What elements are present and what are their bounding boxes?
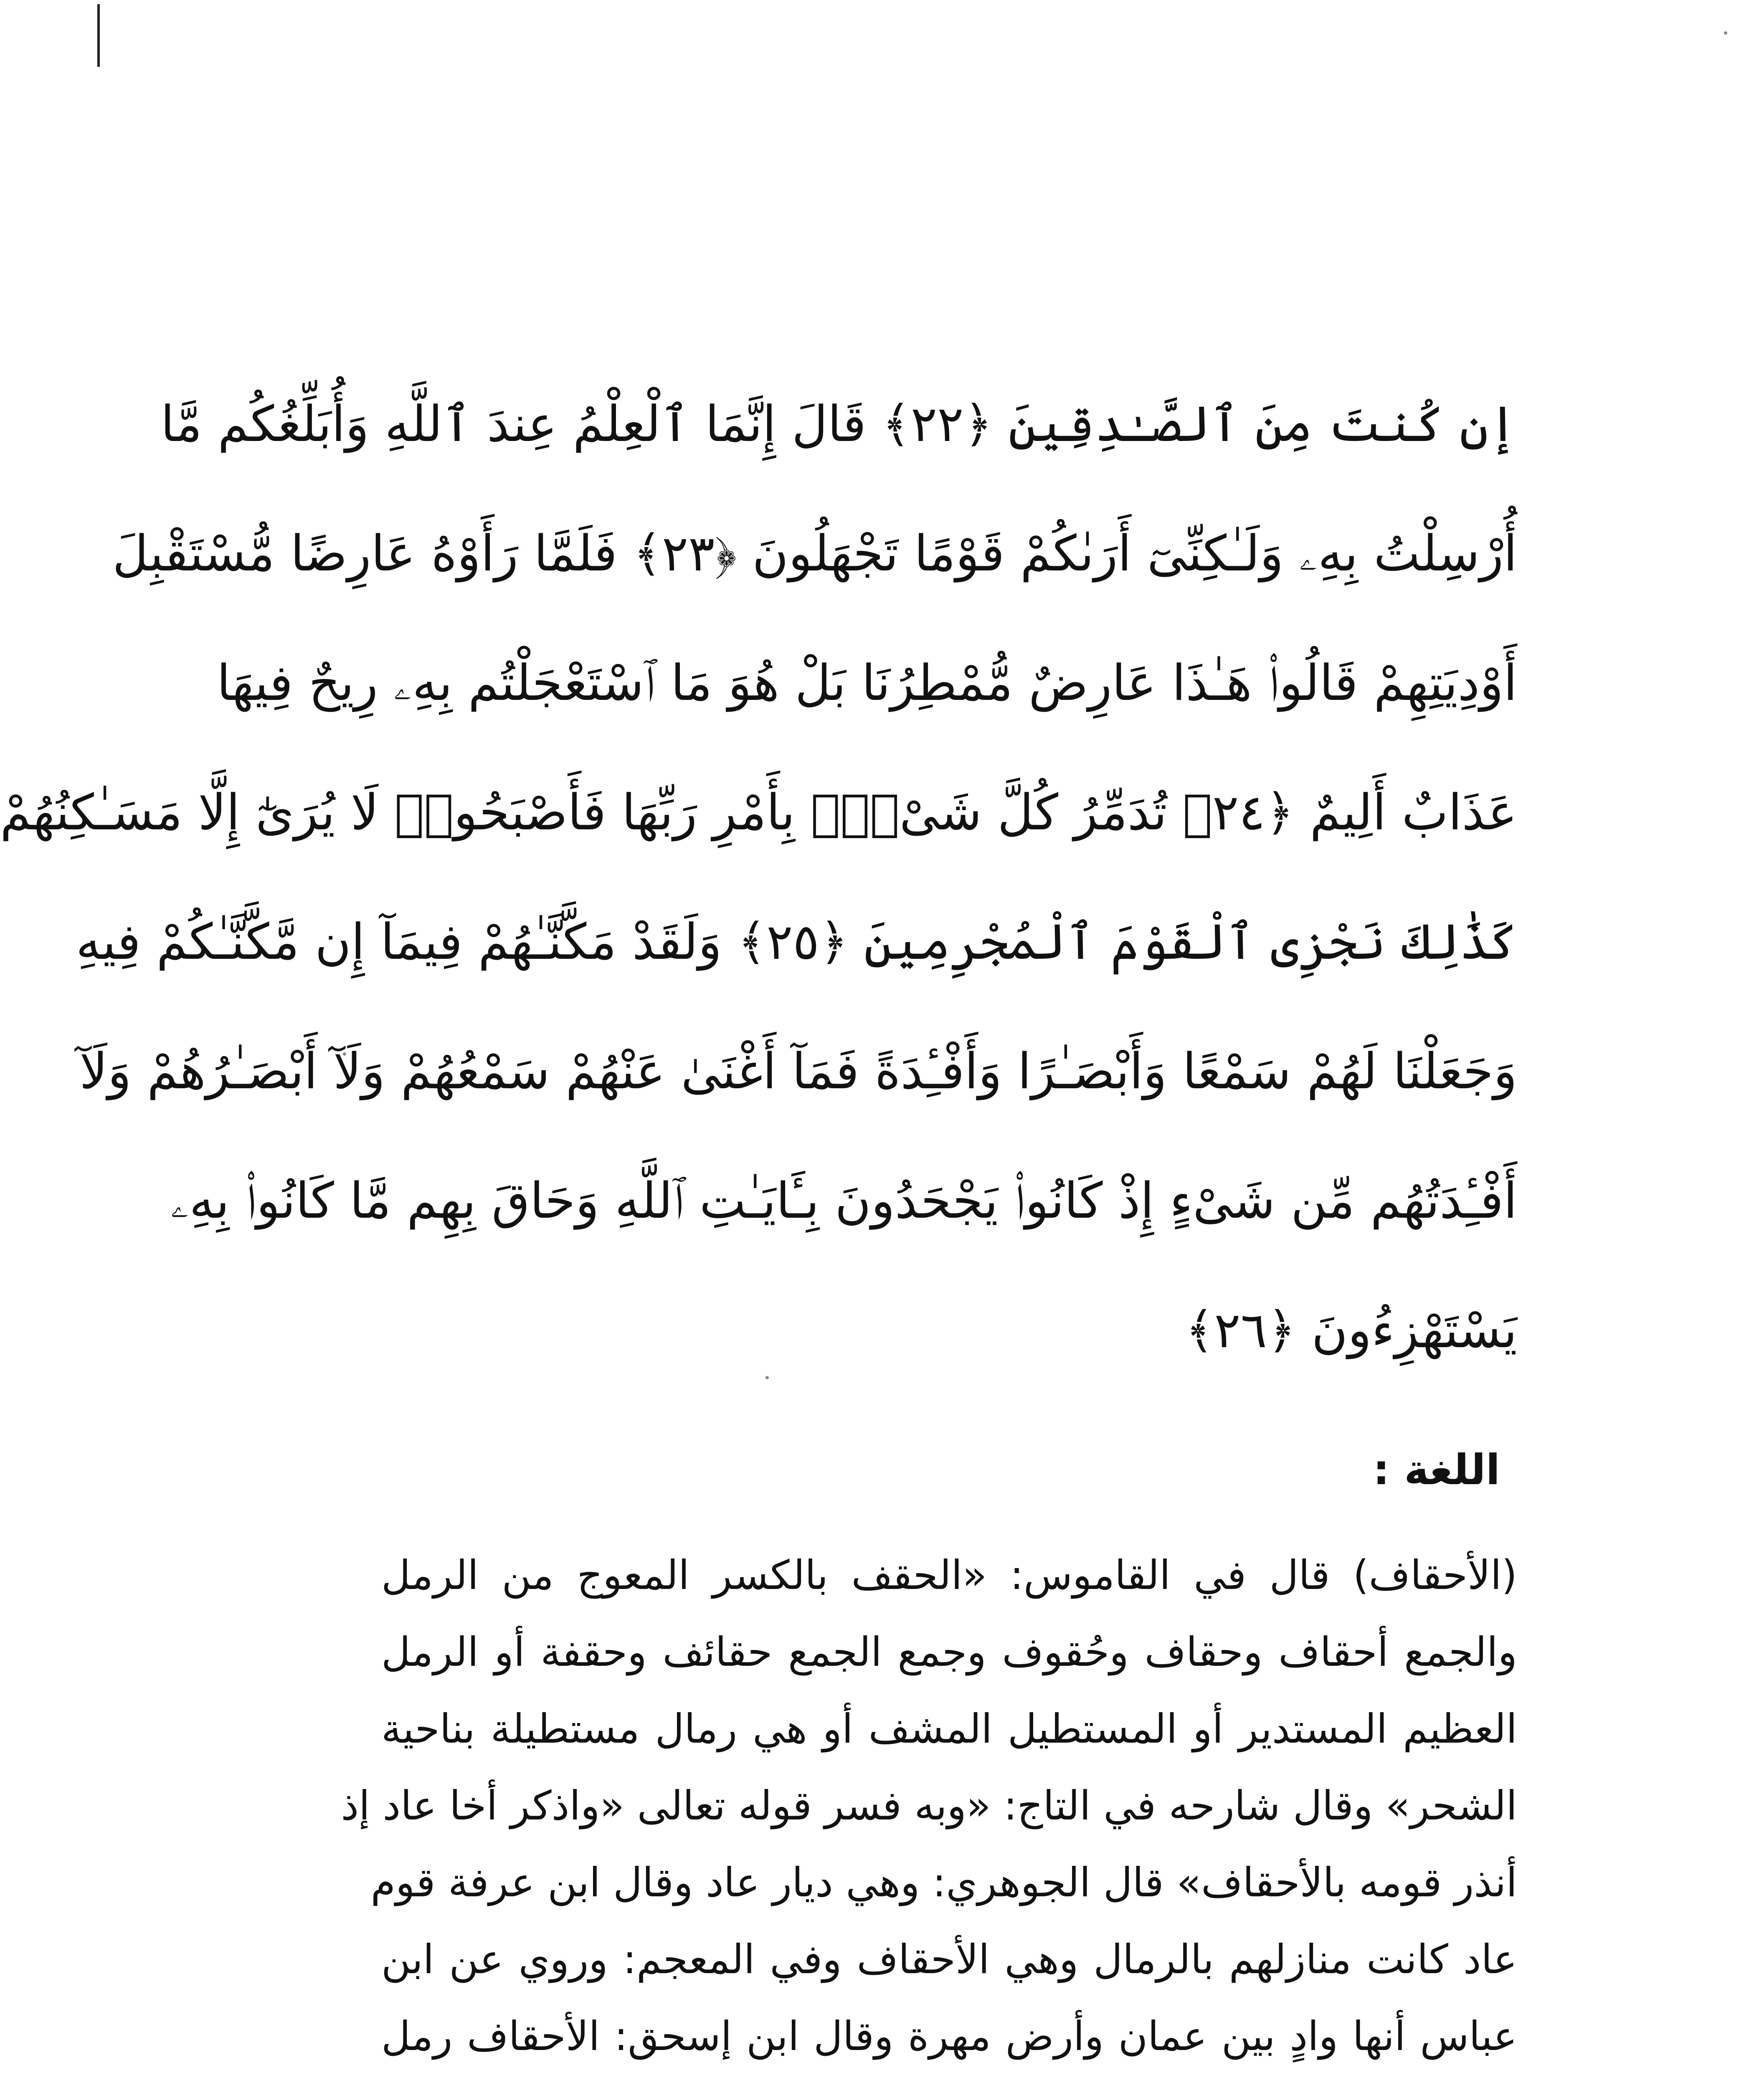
paragraph-line: (الأحقاف) قال في القاموس: «الحقف بالكسر المعوج من الرمل xyxy=(381,1552,1517,1599)
verse-line: يَسْتَهْزِءُونَ ﴿٢٦﴾ xyxy=(1185,1301,1517,1359)
lexicon-paragraph xyxy=(341,1537,1517,2088)
paragraph-line xyxy=(381,2075,1517,2088)
verse-line: إن كُنتَ مِنَ ٱلصَّـٰدِقِينَ ﴿٢٢﴾ قَالَ إِنَّمَا ٱلْعِلْمُ عِندَ ٱللَّهِ وَأُبَلِّغُكُم مَّا xyxy=(160,395,1517,453)
verse-line: أَفْـِٔدَتُهُم مِّن شَىْءٍ إِذْ كَانُوا۟ يَجْحَدُونَ بِـَٔايَـٰتِ ٱللَّهِ وَحَاقَ بِهِم مَّا كَانُوا۟ بِهِۦ xyxy=(170,1172,1517,1229)
verse-line: عَذَابٌ أَلِيمٌ ﴿٢٤﴾ تُدَمِّرُ كُلَّ شَىْءٍۭ بِأَمْرِ رَبِّهَا فَأَصْبَحُوا۟ لَا يُرَىٰٓ إِلَّا مَسَـٰكِنُهُمْ xyxy=(0,783,1517,841)
quran-verses xyxy=(0,359,1517,1395)
verse-line: كَذَٰلِكَ نَجْزِى ٱلْقَوْمَ ٱلْمُجْرِمِينَ ﴿٢٥﴾ وَلَقَدْ مَكَّنَّـٰهُمْ فِيمَآ إِن مَّكَّنَّـٰكُمْ فِيهِ xyxy=(76,913,1517,971)
verse-line: وَجَعَلْنَا لَهُمْ سَمْعًا وَأَبْصَـٰرًا وَأَفْـِٔدَةً فَمَآ أَغْنَىٰ عَنْهُمْ سَمْعُهُمْ وَلَآ أَبْصَـٰرُهُمْ وَلَآ xyxy=(79,1042,1517,1100)
paragraph-line: أنذر قومه بالأحقاف» قال الجوهري: وهي ديار عاد وقال ابن عرفة قوم xyxy=(370,1859,1517,1906)
page-edge-mark xyxy=(97,4,100,67)
paragraph-line: والجمع أحقاف وحقاف وحُقوف وجمع الجمع حقائف وحقفة أو الرمل xyxy=(381,1629,1517,1675)
paragraph-line: عاد كانت منازلهم بالرمال وهي الأحقاف وفي المعجم: وروي عن ابن xyxy=(381,1936,1517,1983)
paragraph-line: العظيم المستدير أو المستطيل المشف أو هي رمال مستطيلة بناحية xyxy=(381,1705,1517,1752)
verse-line: أُرْسِلْتُ بِهِۦ وَلَـٰكِنِّىٓ أَرَىٰكُمْ قَوْمًا تَجْهَلُونَ ﴿٢٣﴾ فَلَمَّا رَأَوْهُ عَارِضًا مُّسْتَقْبِلَ xyxy=(112,525,1517,582)
paragraph-line: الشحر» وقال شارحه في التاج: «وبه فسر قوله تعالى «واذكر أخا عاد إذ xyxy=(341,1782,1517,1829)
lexicon-heading: اللغة : xyxy=(1373,1445,1500,1494)
paragraph-line: عباس أنها وادٍ بين عمان وأرض مهرة وقال ابن إسحق: الأحقاف رمل xyxy=(381,2013,1517,2060)
verse-line: أَوْدِيَتِهِمْ قَالُوا۟ هَـٰذَا عَارِضٌ مُّمْطِرُنَا بَلْ هُوَ مَا ٱسْتَعْجَلْتُم بِهِۦ رِيحٌ فِيهَا xyxy=(217,654,1517,712)
scan-speck xyxy=(1724,31,1727,35)
